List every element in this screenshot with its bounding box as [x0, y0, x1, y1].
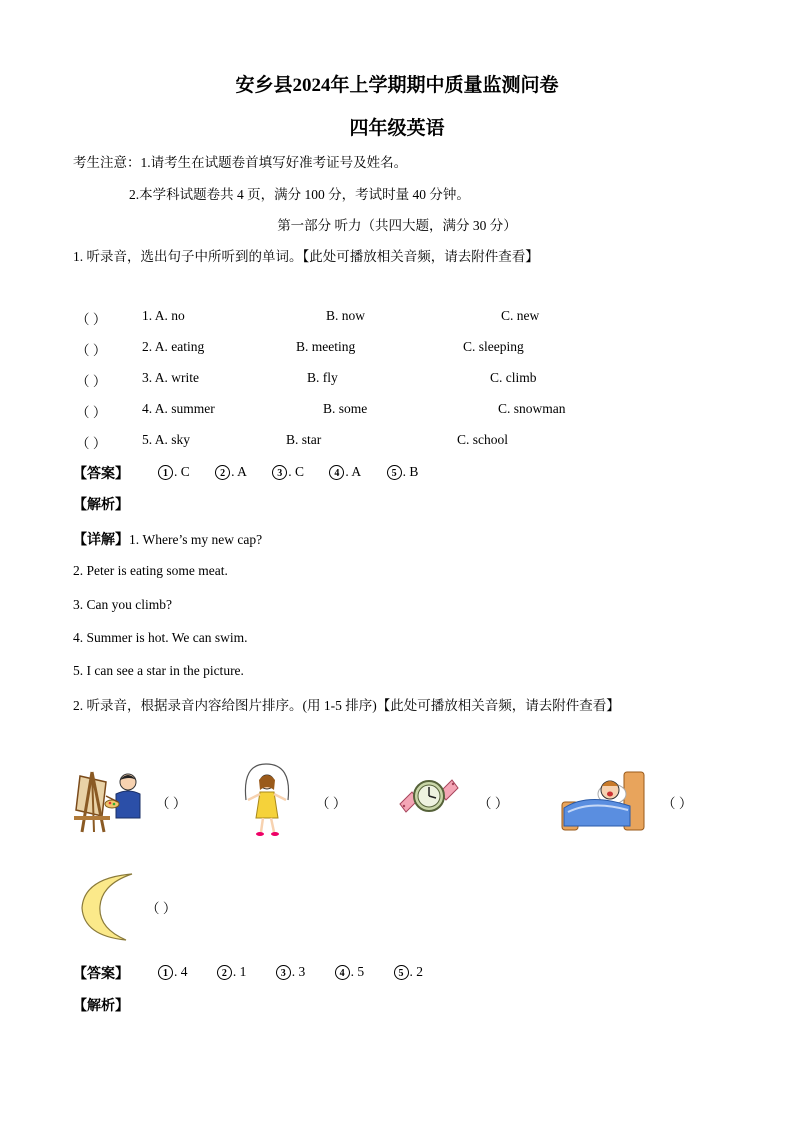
part1-heading: 第一部分 听力（共四大题，满分 30 分） — [277, 218, 517, 233]
answer-blank[interactable]: （ ） — [76, 405, 107, 420]
answer-blank[interactable]: （ ） — [76, 436, 107, 451]
answer-blank[interactable]: （ ） — [478, 796, 509, 811]
circled-number: 3 — [276, 965, 291, 980]
answer-item — [329, 464, 361, 480]
q1-item-4-option-a: 4. A. summer — [142, 401, 215, 416]
q1-item-5-option-a: 5. A. sky — [142, 432, 191, 447]
answer-value: . A — [231, 463, 247, 479]
answer-blank[interactable]: （ ） — [316, 796, 347, 811]
q1-item-5-option-c: C. school — [457, 432, 509, 447]
answer-value: . 3 — [291, 963, 306, 979]
answer-value: . B — [402, 463, 419, 479]
sleeping-child-picture — [558, 768, 648, 832]
analysis-label: 【解析】 — [73, 999, 129, 1014]
moon-picture — [74, 870, 138, 942]
q1-item-3-option-b: B. fly — [307, 370, 338, 385]
circled-number: 2 — [215, 465, 230, 480]
q1-item-1-option-c: C. new — [501, 308, 540, 323]
circled-number: 4 — [335, 965, 350, 980]
q1-item-4-option-c: C. snowman — [498, 401, 566, 416]
detail-line-5: 5. I can see a star in the picture. — [73, 663, 244, 678]
page-subtitle: 四年级英语 — [349, 118, 445, 139]
circled-number: 1 — [158, 465, 173, 480]
answer-value: . 4 — [174, 963, 188, 979]
detail-label: 【详解】 — [73, 533, 129, 548]
answer-blank[interactable]: （ ） — [76, 374, 107, 389]
q1-item-1-option-b: B. now — [326, 308, 366, 323]
answer-blank[interactable]: （ ） — [146, 901, 177, 916]
q1-item-1-option-a: 1. A. no — [142, 308, 185, 323]
answer-item — [272, 464, 304, 480]
answer-item — [215, 464, 247, 480]
answer-item — [335, 964, 365, 980]
answer-blank[interactable]: （ ） — [76, 343, 107, 358]
q1-item-2-option-b: B. meeting — [296, 339, 356, 354]
circled-number: 1 — [158, 965, 173, 980]
answer-item — [387, 464, 419, 480]
q1-item-2-option-a: 2. A. eating — [142, 339, 205, 354]
painting-boy-picture — [72, 768, 150, 834]
q1-item-4-option-b: B. some — [323, 401, 368, 416]
page-title: 安乡县2024年上学期期中质量监测问卷 — [235, 75, 559, 96]
detail-line-3: 3. Can you climb? — [73, 597, 172, 612]
answer-item — [276, 964, 306, 980]
answer-blank[interactable]: （ ） — [76, 312, 107, 327]
answer-value: . 2 — [409, 963, 423, 979]
q2-answers — [158, 963, 449, 980]
watch-picture — [398, 774, 460, 824]
detail-line-2: 2. Peter is eating some meat. — [73, 563, 228, 578]
circled-number: 2 — [217, 965, 232, 980]
answer-item — [217, 964, 247, 980]
circled-number: 3 — [272, 465, 287, 480]
answer-item — [158, 464, 190, 480]
answer-value: . A — [345, 463, 362, 479]
answer-blank[interactable]: （ ） — [156, 796, 187, 811]
analysis-label: 【解析】 — [73, 498, 129, 513]
q1-item-3-option-a: 3. A. write — [142, 370, 199, 385]
detail-line-4: 4. Summer is hot. We can swim. — [73, 630, 248, 645]
detail-text: 1. Where’s my new cap? — [129, 532, 263, 547]
answer-value: . 1 — [232, 963, 247, 979]
answer-item — [158, 964, 188, 980]
circled-number: 4 — [329, 465, 344, 480]
circled-number: 5 — [394, 965, 409, 980]
answer-label: 【答案】 — [73, 967, 129, 982]
answer-item — [394, 964, 424, 980]
q1-item-5-option-b: B. star — [286, 432, 322, 447]
q1-answers — [158, 463, 440, 480]
notice-line-2: 2.本学科试题卷共 4 页，满分 100 分，考试时量 40 分钟。 — [129, 187, 470, 202]
q1-prompt: 1. 听录音，选出句子中所听到的单词。【此处可播放相关音频，请去附件查看】 — [73, 249, 539, 264]
answer-blank[interactable]: （ ） — [662, 796, 693, 811]
circled-number: 5 — [387, 465, 402, 480]
answer-value: . C — [288, 463, 305, 479]
q1-item-2-option-c: C. sleeping — [463, 339, 524, 354]
answer-value: . 5 — [350, 963, 365, 979]
q1-item-3-option-c: C. climb — [490, 370, 537, 385]
notice-line-1: 考生注意：1.请考生在试题卷首填写好准考证号及姓名。 — [73, 155, 408, 170]
answer-value: . C — [174, 463, 190, 479]
jump-rope-girl-picture — [236, 760, 298, 840]
detail-line-1 — [73, 529, 262, 549]
answer-label: 【答案】 — [73, 467, 129, 482]
q2-prompt: 2. 听录音，根据录音内容给图片排序。(用 1-5 排序)【此处可播放相关音频，请去附件查看】 — [73, 698, 620, 713]
